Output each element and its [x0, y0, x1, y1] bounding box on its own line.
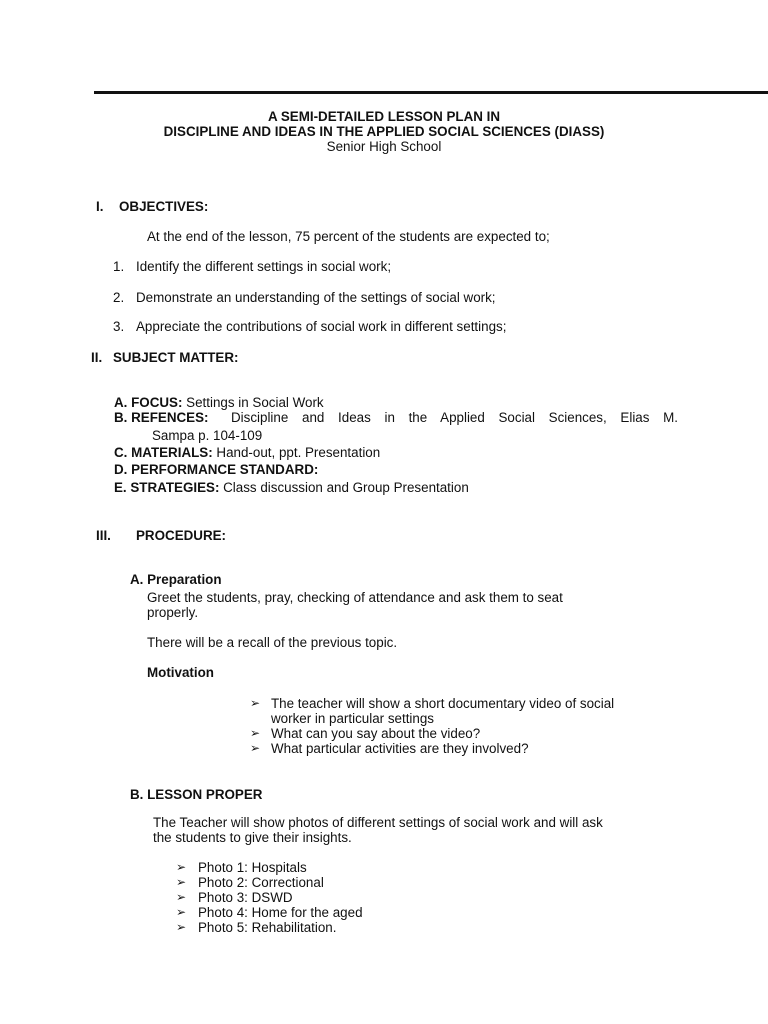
bullet-arrow-icon: ➢ [176, 890, 187, 904]
strategies-value: Class discussion and Group Presentation [223, 480, 469, 495]
photo-item: Photo 2: Correctional [198, 875, 324, 890]
photo-item: Photo 4: Home for the aged [198, 905, 363, 920]
photo-item: Photo 3: DSWD [198, 890, 293, 905]
strategies-row [114, 480, 469, 495]
motivation-bullet: The teacher will show a short documentary video of social [271, 696, 615, 711]
focus-value: Settings in Social Work [186, 395, 324, 410]
objective-item: Appreciate the contributions of social work in different settings; [136, 319, 507, 334]
objective-number: 1. [113, 259, 125, 274]
lesson-proper-heading: B. LESSON PROPER [130, 787, 263, 802]
references-value: Discipline and Ideas in the Applied Social Sciences, Elias M. [231, 410, 678, 425]
title-line-2: DISCIPLINE AND IDEAS IN THE APPLIED SOCIAL SCIENCES (DIASS) [163, 124, 605, 139]
objectives-intro: At the end of the lesson, 75 percent of the students are expected to; [147, 229, 550, 244]
objectives-heading: OBJECTIVES: [119, 199, 209, 214]
photo-item: Photo 1: Hospitals [198, 860, 307, 875]
title-line-1: A SEMI-DETAILED LESSON PLAN IN [267, 109, 501, 124]
references-continued: Sampa p. 104-109 [152, 428, 263, 443]
bullet-arrow-icon: ➢ [176, 920, 187, 934]
performance-label: D. PERFORMANCE STANDARD: [114, 462, 319, 477]
bullet-arrow-icon: ➢ [176, 860, 187, 874]
bullet-arrow-icon: ➢ [250, 741, 261, 755]
lesson-proper-line: the students to give their insights. [153, 830, 352, 845]
bullet-arrow-icon: ➢ [250, 696, 261, 710]
photo-item: Photo 5: Rehabilitation. [198, 920, 337, 935]
procedure-heading: PROCEDURE: [136, 528, 227, 543]
motivation-bullet: What particular activities are they involved? [271, 741, 529, 756]
preparation-heading: A. Preparation [130, 572, 222, 587]
subtitle: Senior High School [326, 139, 442, 154]
bullet-arrow-icon: ➢ [176, 875, 187, 889]
motivation-heading: Motivation [147, 665, 214, 680]
bullet-arrow-icon: ➢ [250, 726, 261, 740]
references-row [114, 410, 209, 425]
objective-item: Demonstrate an understanding of the settings of social work; [136, 290, 496, 305]
focus-row [114, 395, 324, 410]
references-label: B. REFENCES: [114, 410, 209, 425]
recall-text: There will be a recall of the previous topic. [147, 635, 398, 650]
objective-item: Identify the different settings in social work; [136, 259, 392, 274]
preparation-line: Greet the students, pray, checking of attendance and ask them to seat [147, 590, 563, 605]
subject-heading: SUBJECT MATTER: [113, 350, 239, 365]
preparation-line: properly. [147, 605, 199, 620]
objective-number: 2. [113, 290, 125, 305]
motivation-bullet-cont: worker in particular settings [271, 711, 434, 726]
materials-label: C. MATERIALS: [114, 445, 213, 460]
subject-numeral: II. [91, 350, 103, 365]
focus-label: A. FOCUS: [114, 395, 183, 410]
objective-number: 3. [113, 319, 125, 334]
materials-value: Hand-out, ppt. Presentation [216, 445, 381, 460]
procedure-numeral: III. [96, 528, 111, 543]
strategies-label: E. STRATEGIES: [114, 480, 220, 495]
materials-row [114, 445, 380, 460]
motivation-bullet: What can you say about the video? [271, 726, 481, 741]
top-rule [94, 91, 768, 94]
lesson-proper-line: The Teacher will show photos of different settings of social work and will ask [153, 815, 603, 830]
objectives-numeral: I. [96, 199, 104, 214]
bullet-arrow-icon: ➢ [176, 905, 187, 919]
